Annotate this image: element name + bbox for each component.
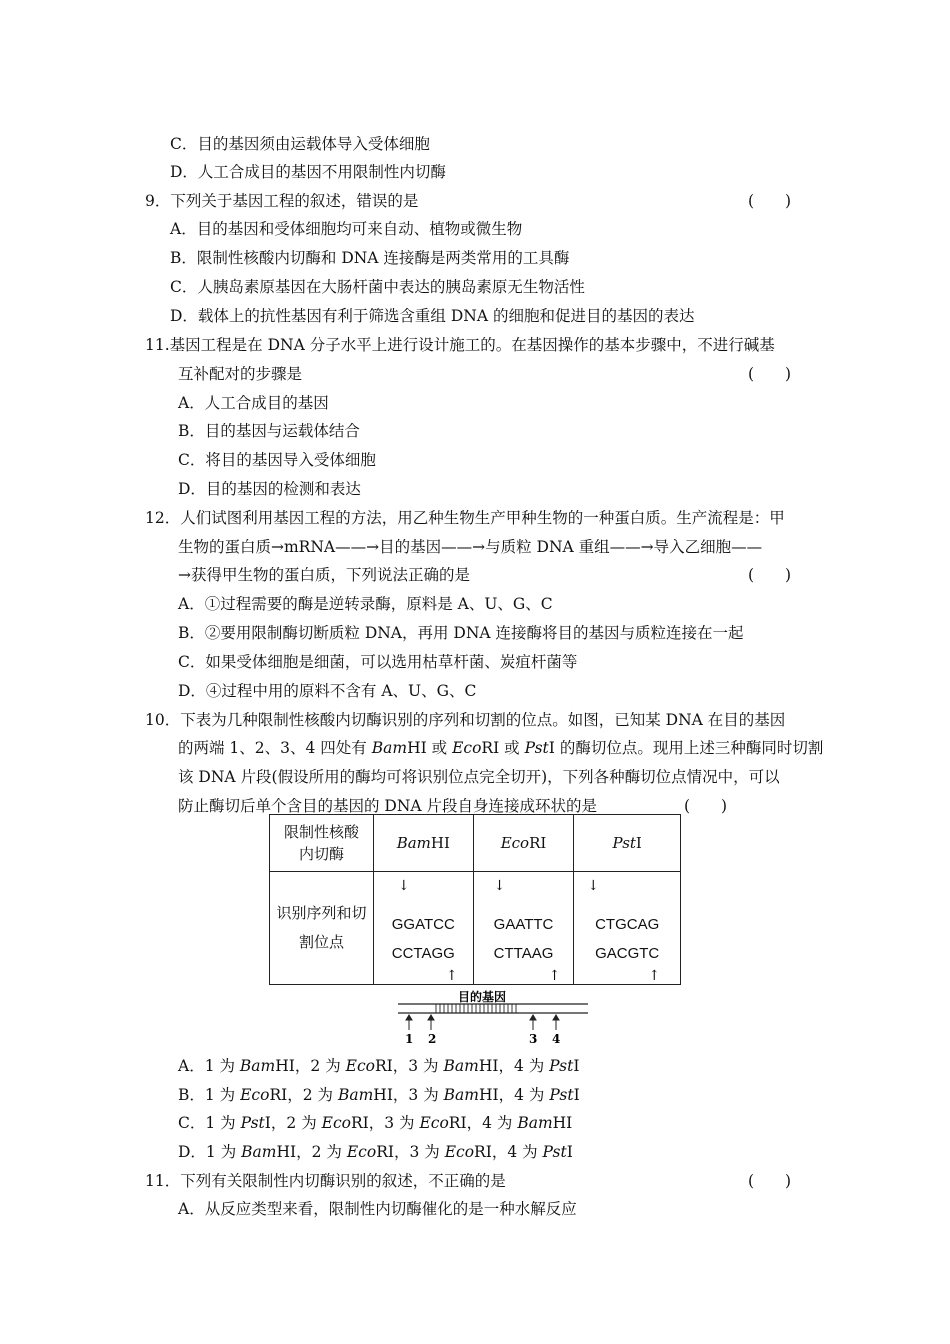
question-11a-cont: 互补配对的步骤是 — [178, 365, 303, 383]
q11a-option-b: B．目的基因与运载体结合 — [178, 422, 360, 440]
question-10-cont: 的两端 1、2、3、4 四处有 BamHI 或 EcoRI 或 PstI 的酶切位点。现用上述三种酶同时切割 — [178, 739, 824, 757]
table-header-enzyme: 限制性核酸内切酶 — [270, 815, 374, 872]
question-9: 9．下列关于基因工程的叙述，错误的是 — [145, 192, 419, 210]
dna-diagram — [390, 988, 600, 1048]
q9-option-c: C．人胰岛素原基因在大肠杆菌中表达的胰岛素原无生物活性 — [170, 278, 585, 296]
table-cell-ecori-seq: ↓ GAATTC CTTAAG ↑ — [473, 872, 574, 985]
q9-option-a: A．目的基因和受体细胞均可来自动、植物或微生物 — [170, 220, 523, 238]
q9-option-d: D．载体上的抗性基因有利于筛选含重组 DNA 的细胞和促进目的基因的表达 — [170, 307, 695, 325]
question-11b: 11．下列有关限制性内切酶识别的叙述，不正确的是 — [145, 1172, 506, 1190]
table-cell-psti-seq: ↓ CTGCAG GACGTC ↑ — [574, 872, 681, 985]
enzyme-table — [269, 814, 681, 985]
question-10: 10．下表为几种限制性核酸内切酶识别的序列和切割的位点。如图，已知某 DNA 在目的基因 — [145, 711, 786, 729]
q10-option-a: A．1 为 BamHⅠ，2 为 EcoRⅠ，3 为 BamHⅠ，4 为 PstⅠ — [178, 1057, 580, 1075]
q10-option-c: C．1 为 PstⅠ，2 为 EcoRⅠ，3 为 EcoRⅠ，4 为 BamHⅠ — [178, 1114, 573, 1132]
question-12-cont: 生物的蛋白质→mRNA——→目的基因——→与质粒 DNA 重组——→导入乙细胞—— — [178, 538, 763, 556]
q9-option-b: B．限制性核酸内切酶和 DNA 连接酶是两类常用的工具酶 — [170, 249, 570, 267]
question-11a: 11.基因工程是在 DNA 分子水平上进行设计施工的。在基因操作的基本步骤中，不进行碱基 — [145, 336, 775, 354]
question-12-cont2: →获得甲生物的蛋白质，下列说法正确的是 — [178, 566, 470, 584]
q11a-option-a: A．人工合成目的基因 — [178, 394, 329, 412]
table-header-bamhi: BamHⅠ — [373, 815, 473, 872]
answer-paren: ( ) — [748, 192, 792, 210]
site-label-3: 3 — [529, 1032, 538, 1046]
answer-paren: ( ) — [684, 797, 728, 815]
question-10-cont2: 该 DNA 片段(假设所用的酶均可将识别位点完全切开)，下列各种酶切位点情况中，可以 — [178, 768, 780, 786]
gene-label: 目的基因 — [458, 990, 507, 1004]
q11a-option-c: C．将目的基因导入受体细胞 — [178, 451, 376, 469]
site-label-2: 2 — [428, 1032, 437, 1046]
table-cell-bamhi-seq: ↓ GGATCC CCTAGG ↑ — [373, 872, 473, 985]
q12-option-a: A．①过程需要的酶是逆转录酶，原料是 A、U、G、C — [178, 595, 553, 613]
answer-paren: ( ) — [748, 566, 792, 584]
line-option-c: C．目的基因须由运载体导入受体细胞 — [170, 135, 430, 153]
site-label-1: 1 — [405, 1032, 414, 1046]
q11b-option-a: A．从反应类型来看，限制性内切酶催化的是一种水解反应 — [178, 1200, 577, 1218]
q10-option-b: B．1 为 EcoRⅠ，2 为 BamHⅠ，3 为 BamHⅠ，4 为 PstⅠ — [178, 1086, 580, 1104]
answer-paren: ( ) — [748, 1172, 792, 1190]
q10-option-d: D．1 为 BamHⅠ，2 为 EcoRⅠ，3 为 EcoRⅠ，4 为 PstⅠ — [178, 1143, 573, 1161]
site-label-4: 4 — [552, 1032, 561, 1046]
table-row-label: 识别序列和切割位点 — [270, 872, 374, 985]
table-header-ecori: EcoRⅠ — [473, 815, 574, 872]
answer-paren: ( ) — [748, 365, 792, 383]
q11a-option-d: D．目的基因的检测和表达 — [178, 480, 361, 498]
q12-option-b: B．②要用限制酶切断质粒 DNA，再用 DNA 连接酶将目的基因与质粒连接在一起 — [178, 624, 744, 642]
gene-hatch — [436, 1004, 516, 1013]
line-option-d: D．人工合成目的基因不用限制性内切酶 — [170, 163, 446, 181]
question-12: 12．人们试图利用基因工程的方法，用乙种生物生产甲种生物的一种蛋白质。生产流程是：甲 — [145, 509, 785, 527]
q12-option-d: D．④过程中用的原料不含有 A、U、G、C — [178, 682, 477, 700]
table-header-psti: PstⅠ — [574, 815, 681, 872]
q12-option-c: C．如果受体细胞是细菌，可以选用枯草杆菌、炭疽杆菌等 — [178, 653, 578, 671]
question-10-cont3: 防止酶切后单个含目的基因的 DNA 片段自身连接成环状的是 — [178, 797, 598, 815]
